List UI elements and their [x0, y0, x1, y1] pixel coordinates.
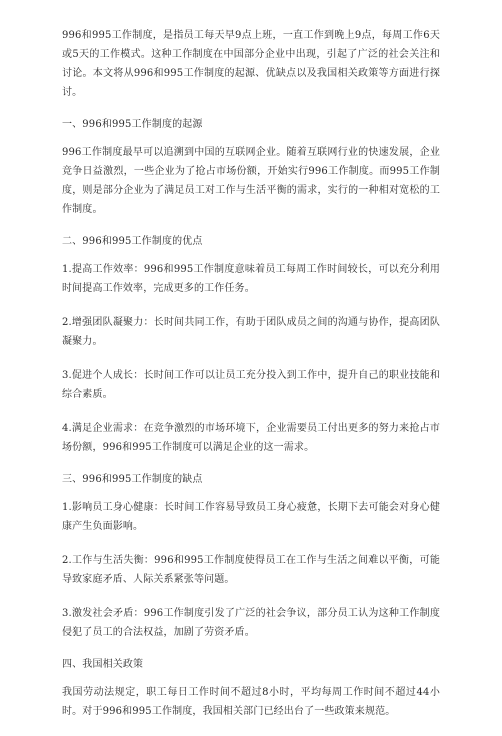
- intro-paragraph: 996和995工作制度，是指员工每天早9点上班，一直工作到晚上9点，每周工作6天或5天的工作模式。这种工作制度在中国部分企业中出现，引起了广泛的社会关注和讨论。本文将从996和995工作制度的起源、优缺点以及我国相关政策等方面进行探讨。: [62, 30, 440, 98]
- disadvantage-item: 1.影响员工身心健康：长时间工作容易导致员工身心疲惫，长期下去可能会对身心健康产生负面影响。: [62, 502, 440, 532]
- disadvantage-item: 3.激发社会矛盾：996工作制度引发了广泛的社会争议，部分员工认为这种工作制度侵犯了员工的合法权益，加剧了劳资矛盾。: [62, 608, 440, 638]
- section-heading-origin: 一、996和995工作制度的起源: [62, 119, 203, 130]
- advantage-item: 2.增强团队凝聚力：长时间共同工作，有助于团队成员之间的沟通与协作，提高团队凝聚力。: [62, 317, 440, 347]
- document-body: [62, 26, 440, 736]
- disadvantage-item: 2.工作与生活失衡：996和995工作制度使得员工在工作与生活之间难以平衡，可能导致家庭矛盾、人际关系紧张等问题。: [62, 555, 440, 585]
- advantage-item: 1.提高工作效率：996和995工作制度意味着员工每周工作时间较长，可以充分利用时间提高工作效率，完成更多的工作任务。: [62, 264, 440, 294]
- section-heading-disadvantages: 三、996和995工作制度的缺点: [62, 474, 203, 485]
- advantage-item: 4.满足企业需求：在竞争激烈的市场环境下，企业需要员工付出更多的努力来抢占市场份额，996和995工作制度可以满足企业的这一需求。: [62, 423, 440, 453]
- policy-paragraph: 我国劳动法规定，职工每日工作时间不超过8小时，平均每周工作时间不超过44小时。对于996和995工作制度，我国相关部门已经出台了一些政策来规范。: [62, 687, 440, 717]
- section-heading-advantages: 二、996和995工作制度的优点: [62, 236, 203, 247]
- origin-paragraph: 996工作制度最早可以追溯到中国的互联网企业。随着互联网行业的快速发展，企业竞争日益激烈，一些企业为了抢占市场份额，开始实行996工作制度。而995工作制度，则是部分企业为了满足员工对工作与生活平衡的需求，实行的一种相对宽松的工作制度。: [62, 147, 440, 215]
- section-heading-policy: 四、我国相关政策: [62, 659, 144, 670]
- advantage-item: 3.促进个人成长：长时间工作可以让员工充分投入到工作中，提升自己的职业技能和综合素质。: [62, 370, 440, 400]
